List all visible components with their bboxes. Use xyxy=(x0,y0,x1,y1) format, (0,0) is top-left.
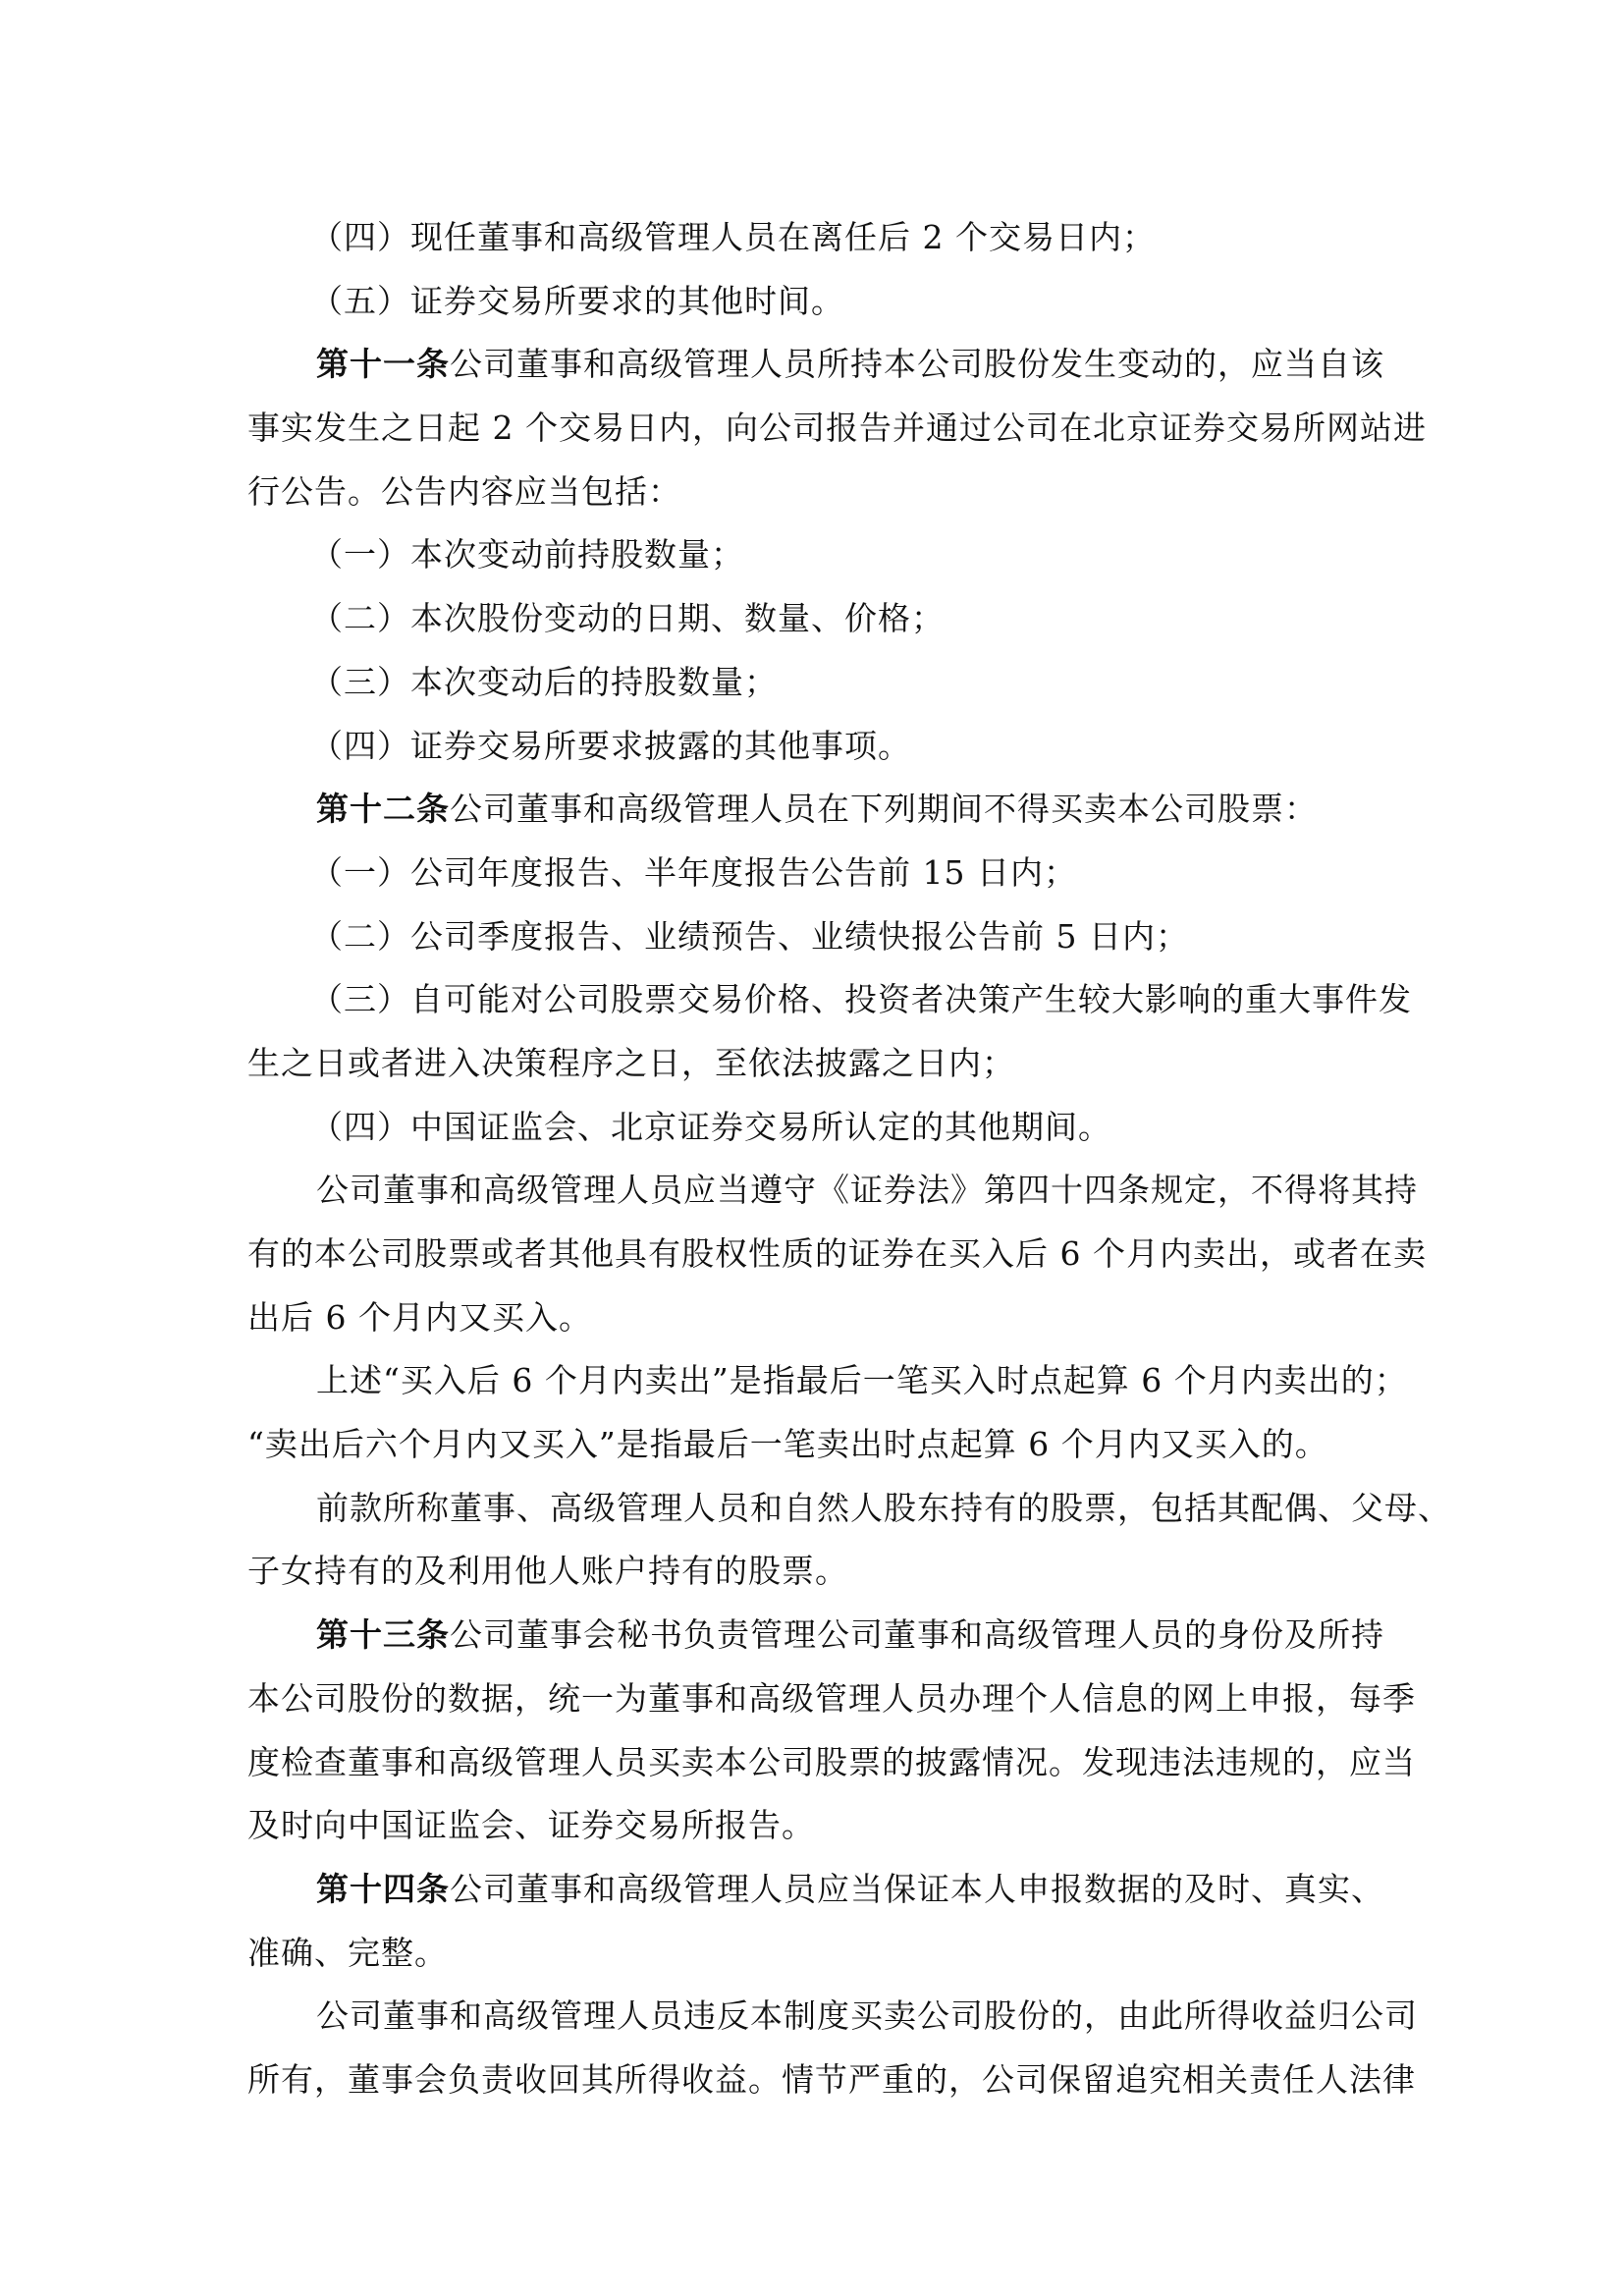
line-text: 上述“买入后 6 个月内卖出”是指最后一笔买入时点起算 6 个月内卖出的； xyxy=(316,1361,1408,1400)
list-item xyxy=(247,715,1384,779)
line-text: 出后 6 个月内又买入。 xyxy=(247,1297,592,1337)
line-text: 有的本公司股票或者其他具有股权性质的证券在买入后 6 个月内卖出，或者在卖 xyxy=(247,1234,1427,1273)
document-body xyxy=(247,206,1451,2112)
paragraph-first-line xyxy=(247,1477,1451,1541)
text-line xyxy=(247,1032,1384,1096)
line-text: 公司董事和高级管理人员在下列期间不得买卖本公司股票： xyxy=(450,790,1318,829)
list-item xyxy=(247,968,1412,1032)
list-item xyxy=(247,651,1384,715)
line-text: 公司董事和高级管理人员违反本制度买卖公司股份的，由此所得收益归公司 xyxy=(316,1996,1418,2036)
list-item xyxy=(247,1096,1384,1160)
line-text: （五）证券交易所要求的其他时间。 xyxy=(310,281,844,320)
line-text: （三）本次变动后的持股数量； xyxy=(310,662,778,701)
line-text: 生之日或者进入决策程序之日，至依法披露之日内； xyxy=(247,1043,1015,1082)
line-text: 及时向中国证监会、证券交易所报告。 xyxy=(247,1806,815,1845)
line-text: （一）公司年度报告、半年度报告公告前 15 日内； xyxy=(310,852,1077,892)
text-line xyxy=(247,270,1384,334)
text-line xyxy=(247,1922,1384,1986)
article-heading: 第十一条 xyxy=(316,345,450,384)
line-text: （一）本次变动前持股数量； xyxy=(310,535,744,574)
text-line xyxy=(247,461,1384,524)
line-text: 公司董事和高级管理人员所持本公司股份发生变动的，应当自该 xyxy=(450,345,1384,384)
line-text: 事实发生之日起 2 个交易日内，向公司报告并通过公司在北京证券交易所网站进 xyxy=(247,409,1427,448)
line-text: 子女持有的及利用他人账户持有的股票。 xyxy=(247,1552,848,1591)
text-line xyxy=(247,1731,1416,1795)
line-text: （二）公司季度报告、业绩预告、业绩快报公告前 5 日内； xyxy=(310,916,1189,956)
text-line xyxy=(247,397,1427,461)
text-line xyxy=(247,2049,1416,2112)
line-text: 公司董事和高级管理人员应当遵守《证券法》第四十四条规定，不得将其持 xyxy=(316,1171,1418,1210)
article-14-first-line xyxy=(247,1858,1384,1922)
list-item xyxy=(247,905,1384,969)
article-12-first-line xyxy=(247,778,1384,842)
text-line xyxy=(247,1223,1427,1286)
line-text: 准确、完整。 xyxy=(247,1933,448,1972)
article-heading: 第十四条 xyxy=(316,1869,450,1908)
line-text: 行公告。公告内容应当包括： xyxy=(247,471,681,511)
text-line xyxy=(247,1413,1384,1477)
article-13-first-line xyxy=(247,1604,1384,1667)
line-text: 所有，董事会负责收回其所得收益。情节严重的，公司保留追究相关责任人法律 xyxy=(247,2059,1416,2099)
article-heading: 第十二条 xyxy=(316,790,450,829)
text-line xyxy=(247,1540,1384,1604)
article-11-first-line xyxy=(247,333,1384,397)
text-line xyxy=(247,1286,1384,1350)
paragraph-first-line xyxy=(247,1159,1418,1223)
line-text: 前款所称董事、高级管理人员和自然人股东持有的股票，包括其配偶、父母、 xyxy=(316,1488,1451,1527)
line-text: 本公司股份的数据，统一为董事和高级管理人员办理个人信息的网上申报，每季 xyxy=(247,1678,1416,1718)
paragraph-first-line xyxy=(247,1985,1418,2049)
line-text: （二）本次股份变动的日期、数量、价格； xyxy=(310,599,945,638)
line-text: 公司董事会秘书负责管理公司董事和高级管理人员的身份及所持 xyxy=(450,1615,1384,1655)
article-heading: 第十三条 xyxy=(316,1615,450,1655)
line-text: “卖出后六个月内又买入”是指最后一笔卖出时点起算 6 个月内又买入的。 xyxy=(247,1425,1328,1464)
line-text: 公司董事和高级管理人员应当保证本人申报数据的及时、真实、 xyxy=(450,1869,1384,1908)
line-text: （四）中国证监会、北京证券交易所认定的其他期间。 xyxy=(310,1107,1111,1146)
line-text: 度检查董事和高级管理人员买卖本公司股票的披露情况。发现违法违规的，应当 xyxy=(247,1742,1416,1781)
list-item xyxy=(247,587,1384,651)
text-line xyxy=(247,1667,1416,1731)
paragraph-first-line xyxy=(247,1349,1408,1413)
text-line xyxy=(247,206,1384,270)
line-text: （四）证券交易所要求披露的其他事项。 xyxy=(310,726,911,765)
text-line xyxy=(247,1794,1384,1858)
list-item xyxy=(247,523,1384,587)
line-text: （四）现任董事和高级管理人员在离任后 2 个交易日内； xyxy=(310,218,1156,256)
line-text: （三）自可能对公司股票交易价格、投资者决策产生较大影响的重大事件发 xyxy=(310,980,1412,1019)
list-item xyxy=(247,842,1384,905)
